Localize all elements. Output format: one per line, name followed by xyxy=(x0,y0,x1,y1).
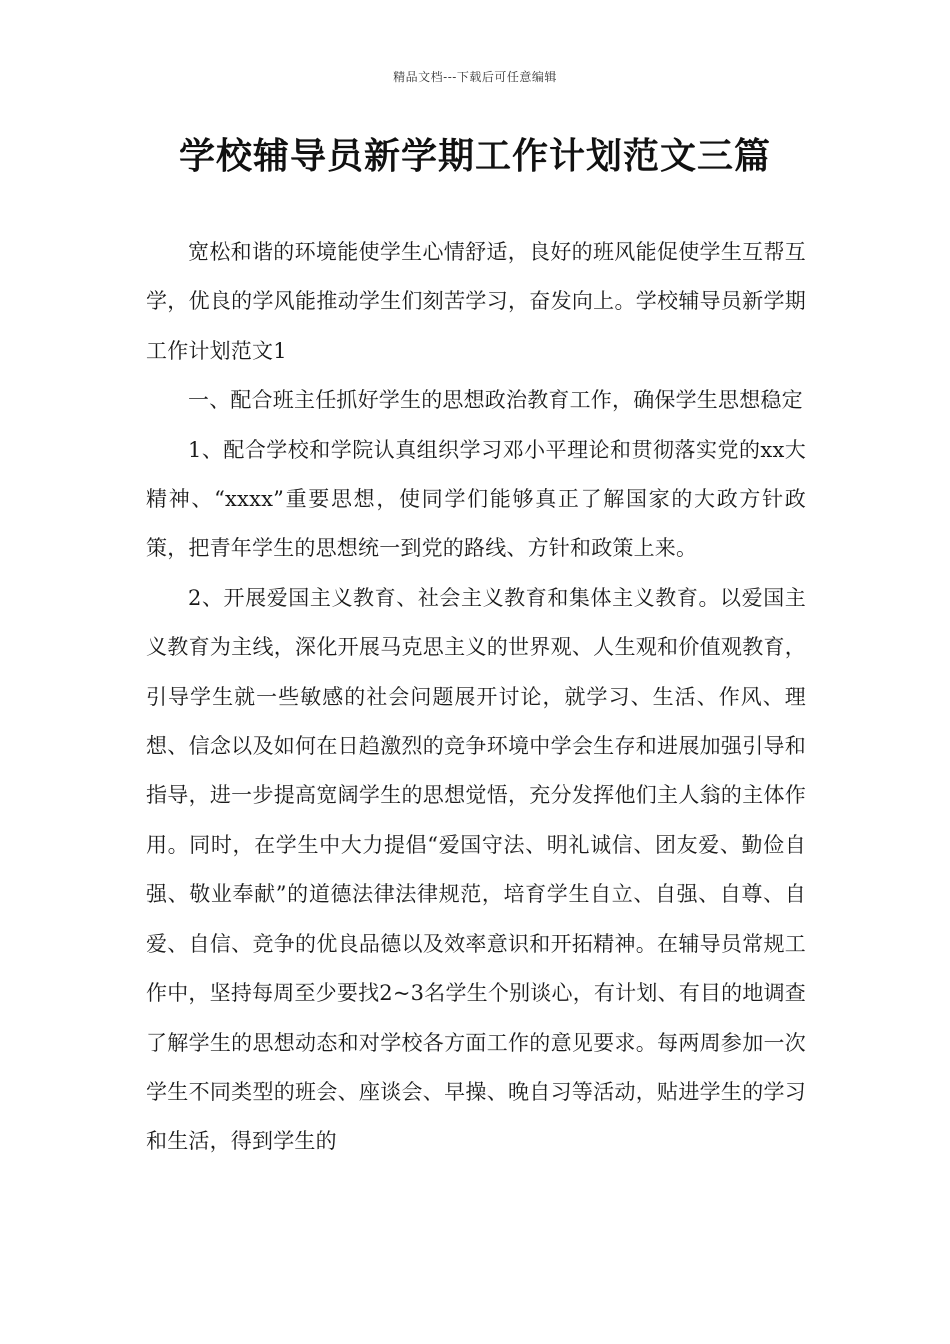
document-title: 学校辅导员新学期工作计划范文三篇 xyxy=(178,135,771,177)
paragraph-item-one: 1、配合学校和学院认真组织学习邓小平理论和贯彻落实党的xx大精神、“xxxx”重要思想，使同学们能够真正了解国家的大政方针政策，把青年学生的思想统一到党的路线、方针和政策上来。 xyxy=(146,437,806,561)
paragraph-section-one-heading: 一、配合班主任抓好学生的思想政治教育工作，确保学生思想稳定 xyxy=(188,388,803,413)
header-note: 精品文档---下载后可任意编辑 xyxy=(393,70,557,84)
paragraph-item-two: 2、开展爱国主义教育、社会主义教育和集体主义教育。以爱国主义教育为主线，深化开展马克思主义的世界观、人生观和价值观教育，引导学生就一些敏感的社会问题展开讨论，就学习、生活、作风、理想、信念以及如何在日趋激烈的竞争环境中学会生存和进展加强引导和指导，进一步提高宽阔学生的思想觉悟，充分发挥他们主人翁的主体作用。同时，在学生中大力提倡“爱国守法、明礼诚信、团友爱、勤俭自强、敬业奉献”的道德法律法律规范，培育学生自立、自强、自尊、自爱、自信、竞争的优良品德以及效率意识和开拓精神。在辅导员常规工作中，坚持每周至少要找2~3名学生个别谈心，有计划、有目的地调查了解学生的思想动态和对学校各方面工作的意见要求。每两周参加一次学生不同类型的班会、座谈会、早操、晚自习等活动，贴进学生的学习和生活，得到学生的 xyxy=(146,585,806,1154)
paragraph-intro: 宽松和谐的环境能使学生心情舒适，良好的班风能促使学生互帮互学，优良的学风能推动学生们刻苦学习，奋发向上。学校辅导员新学期工作计划范文1 xyxy=(146,240,806,363)
document-body xyxy=(146,228,806,1167)
